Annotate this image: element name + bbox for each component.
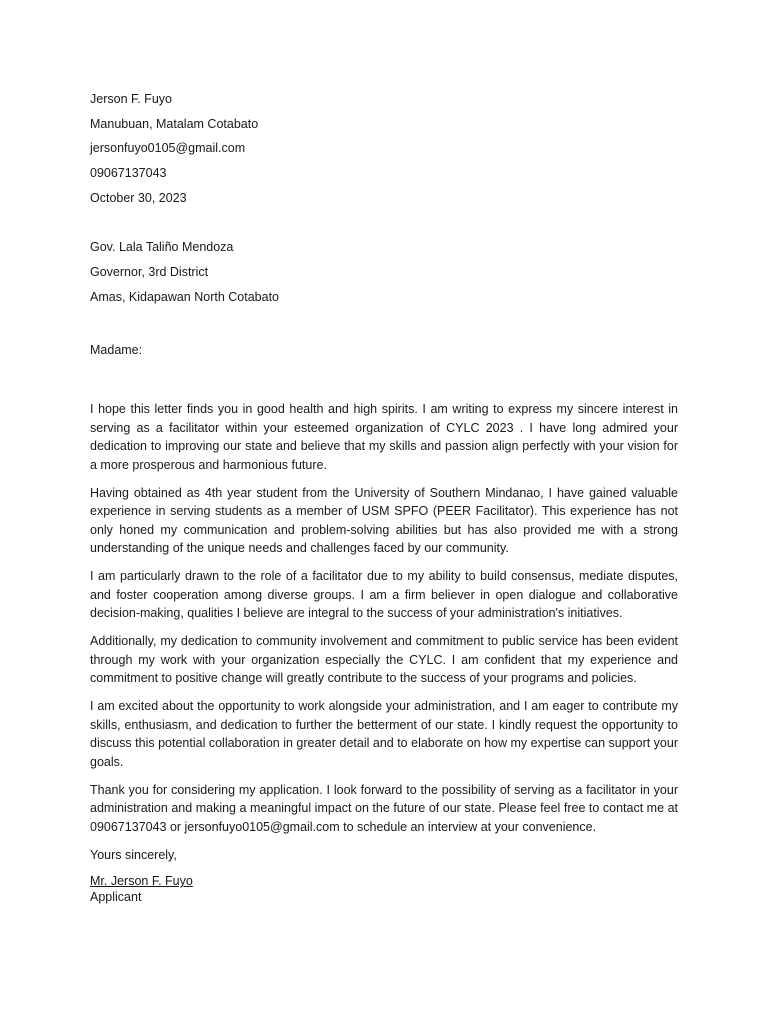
body-paragraph: I am particularly drawn to the role of a facilitator due to my ability to build consensus, mediate disputes, and foster cooperation among diverse groups. I am a firm believer in open dialogue and collaborative decision-making, qualities I believe are integral to the success of your administration's initiatives.: [90, 569, 678, 621]
signature-name: Mr. Jerson F. Fuyo: [90, 874, 193, 889]
recipient-address: Amas, Kidapawan North Cotabato: [90, 289, 279, 304]
body-paragraph: Additionally, my dedication to community involvement and commitment to public service has been evident through my work with your organization especially the CYLC. I am confident that my experience and commitment to positive change will greatly contribute to the success of your programs and policies.: [90, 634, 678, 686]
letter-body: [90, 400, 678, 836]
sender-block: [90, 90, 678, 213]
sender-phone: 09067137043: [90, 166, 167, 181]
signature-block: [90, 864, 678, 906]
signature-title: Applicant: [90, 890, 142, 905]
body-paragraph: I am excited about the opportunity to work alongside your administration, and I am eager to contribute my skills, enthusiasm, and dedication to further the betterment of our state. I kindly request the opportunity to discuss this potential collaboration in greater detail and to elaborate on how my expertise can support your goals.: [90, 699, 678, 769]
letter-date: October 30, 2023: [90, 190, 187, 205]
salutation: Madame:: [90, 342, 143, 357]
sender-name: Jerson F. Fuyo: [90, 92, 172, 106]
sender-email: jersonfuyo0105@gmail.com: [90, 141, 246, 156]
recipient-title: Governor, 3rd District: [90, 265, 209, 280]
body-paragraph: Thank you for considering my application. I look forward to the possibility of serving as a facilitator in your administration and making a meaningful impact on the future of our state. Please feel free to contact me at 09067137043 or jersonfuyo0105@gmail.com to schedule an interview at your convenience.: [90, 782, 678, 834]
sender-address: Manubuan, Matalam Cotabato: [90, 116, 259, 131]
body-paragraph: I hope this letter finds you in good health and high spirits. I am writing to express my sincere interest in serving as a facilitator within your esteemed organization of CYLC 2023 . I have long admired your dedication to improving our state and believe that my skills and passion align perfectly with your vision for a more prosperous and harmonious future.: [90, 402, 678, 472]
letter: [90, 90, 678, 906]
closing: Yours sincerely,: [90, 847, 177, 862]
recipient-block: [90, 238, 678, 312]
recipient-name: Gov. Lala Taliño Mendoza: [90, 240, 234, 255]
body-paragraph: Having obtained as 4th year student from the University of Southern Mindanao, I have gained valuable experience in serving students as a member of USM SPFO (PEER Facilitator). This experience has not only honed my communication and problem-solving abilities but has also provided me with a strong understanding of the unique needs and challenges faced by our community.: [90, 485, 678, 556]
